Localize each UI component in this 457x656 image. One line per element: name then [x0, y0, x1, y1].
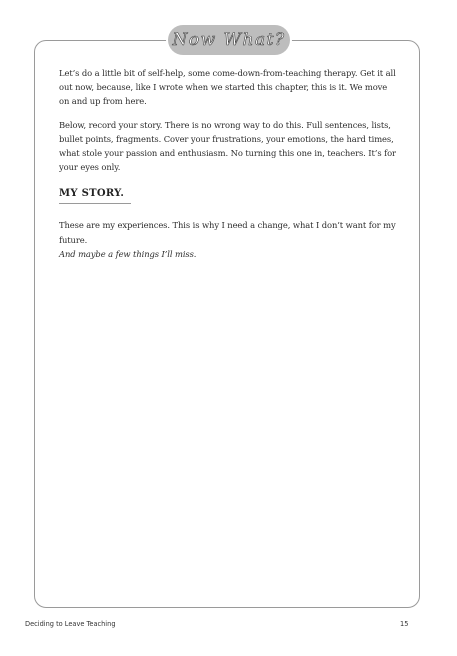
footer-page-number: 15	[400, 620, 409, 628]
section-heading: MY STORY.	[59, 188, 125, 200]
intro-paragraph: Let’s do a little bit of self-help, some come-down-from-teaching therapy. Get it all out now, because, like I wrote when we started this chapter, this is it. We move on and up from here.	[59, 68, 396, 107]
story-prompt	[59, 218, 399, 261]
story-prompt-line: These are my experiences. This is why I need a change, what I don’t want for my future.	[59, 220, 396, 245]
header-title: Now What?	[172, 30, 286, 50]
instructions-paragraph: Below, record your story. There is no wrong way to do this. Full sentences, lists, bullet points, fragments. Cover your frustrations, your emotions, the hard times, what stole your passion and enthusiasm. No turning this one in, teachers. It’s for your eyes only.	[59, 119, 396, 173]
page-content	[59, 66, 399, 270]
heading-underline	[59, 203, 131, 204]
footer-book-title: Deciding to Leave Teaching	[25, 620, 116, 628]
story-prompt-italic-line: And maybe a few things I’ll miss.	[59, 248, 197, 259]
header-tab	[168, 25, 290, 55]
